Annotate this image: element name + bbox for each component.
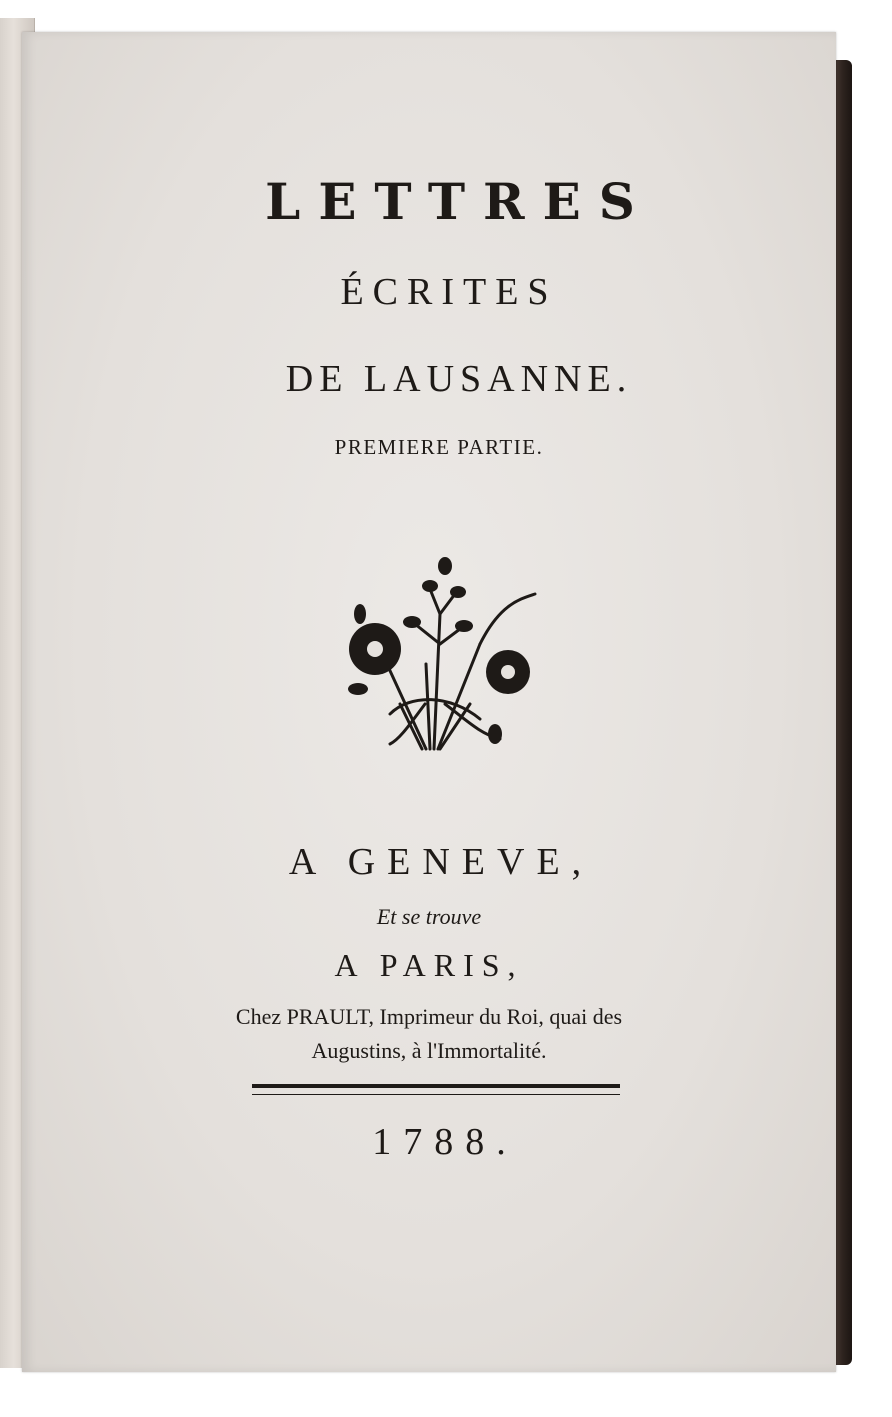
publisher-info (22, 1000, 836, 1068)
divider-rule (252, 1084, 620, 1095)
imprint-city: A GENEVE, (288, 841, 594, 883)
imprint-note: Et se trouve (376, 904, 482, 929)
book-title: LETTRES (265, 172, 653, 231)
subtitle-line-2: DE LAUSANNE. (285, 358, 633, 400)
subtitle-line-1: ÉCRITES (340, 271, 558, 313)
imprint-city-paris: A PARIS, (334, 947, 524, 983)
flower-bouquet-icon (330, 554, 540, 754)
part-label: PREMIERE PARTIE. (334, 435, 544, 459)
publication-year: 1788. (372, 1121, 518, 1163)
publisher-line-2: Augustins, à l'Immortalité. (311, 1038, 547, 1063)
title-page (22, 32, 836, 1372)
publisher-line-1: Chez PRAULT, Imprimeur du Roi, quai des (235, 1004, 623, 1029)
